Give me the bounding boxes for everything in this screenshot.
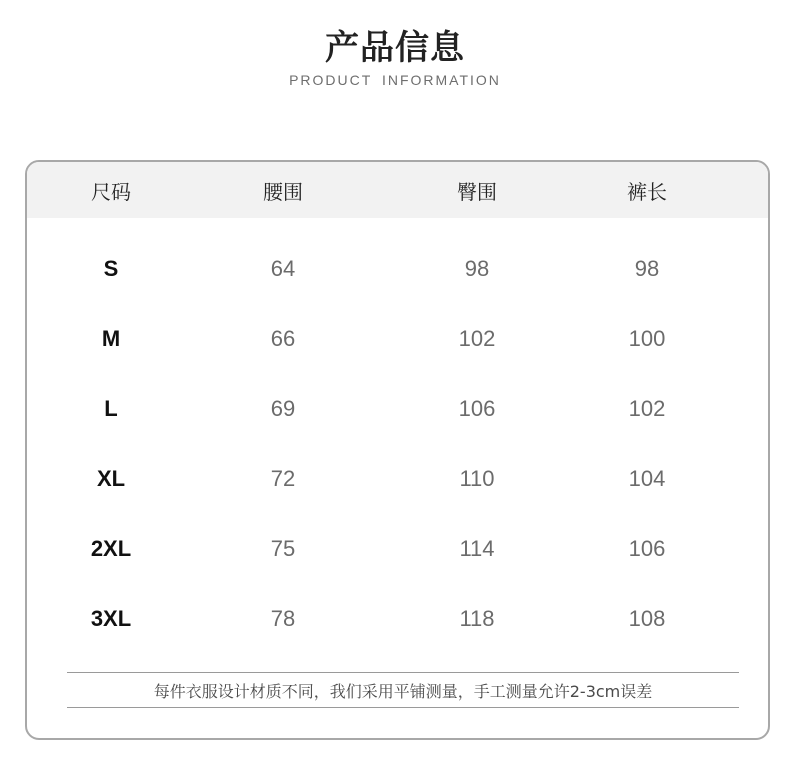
page-subtitle: PRODUCT INFORMATION [289,72,501,88]
note-divider-bottom [67,707,739,708]
size-cell: 2XL [90,536,132,561]
size-cell: XL [96,466,126,491]
length-cell: 106 [628,536,666,561]
column-header-size: 尺码 [91,180,131,204]
hip-cell: 106 [458,396,496,421]
hip-cell: 110 [459,466,495,491]
hip-cell: 102 [458,326,496,351]
hip-cell: 114 [459,536,495,561]
column-header-waist: 腰围 [263,180,303,204]
size-cell: S [103,256,119,281]
length-cell: 102 [628,396,666,421]
hip-cell: 98 [464,256,490,281]
table-row [27,396,768,436]
waist-cell: 69 [270,396,296,421]
column-header-hip: 臀围 [457,180,497,204]
column-header-length: 裤长 [627,180,667,204]
size-cell: 3XL [90,606,132,631]
table-row [27,606,768,646]
hip-cell: 118 [459,606,495,631]
size-table [25,160,770,740]
size-cell: M [101,326,121,351]
length-cell: 108 [628,606,666,631]
table-row [27,256,768,296]
length-cell: 100 [628,326,666,351]
table-row [27,466,768,506]
waist-cell: 66 [270,326,296,351]
size-cell: L [104,396,118,421]
waist-cell: 64 [270,256,296,281]
page-title: 产品信息 [325,28,465,68]
measurement-note: 每件衣服设计材质不同，我们采用平铺测量，手工测量允许2-3cm误差 [153,682,653,701]
waist-cell: 78 [270,606,296,631]
note-divider-top [67,672,739,673]
table-row [27,326,768,366]
table-row [27,536,768,576]
waist-cell: 75 [270,536,296,561]
length-cell: 104 [628,466,666,491]
waist-cell: 72 [270,466,296,491]
table-header-row [27,162,768,218]
length-cell: 98 [634,256,660,281]
